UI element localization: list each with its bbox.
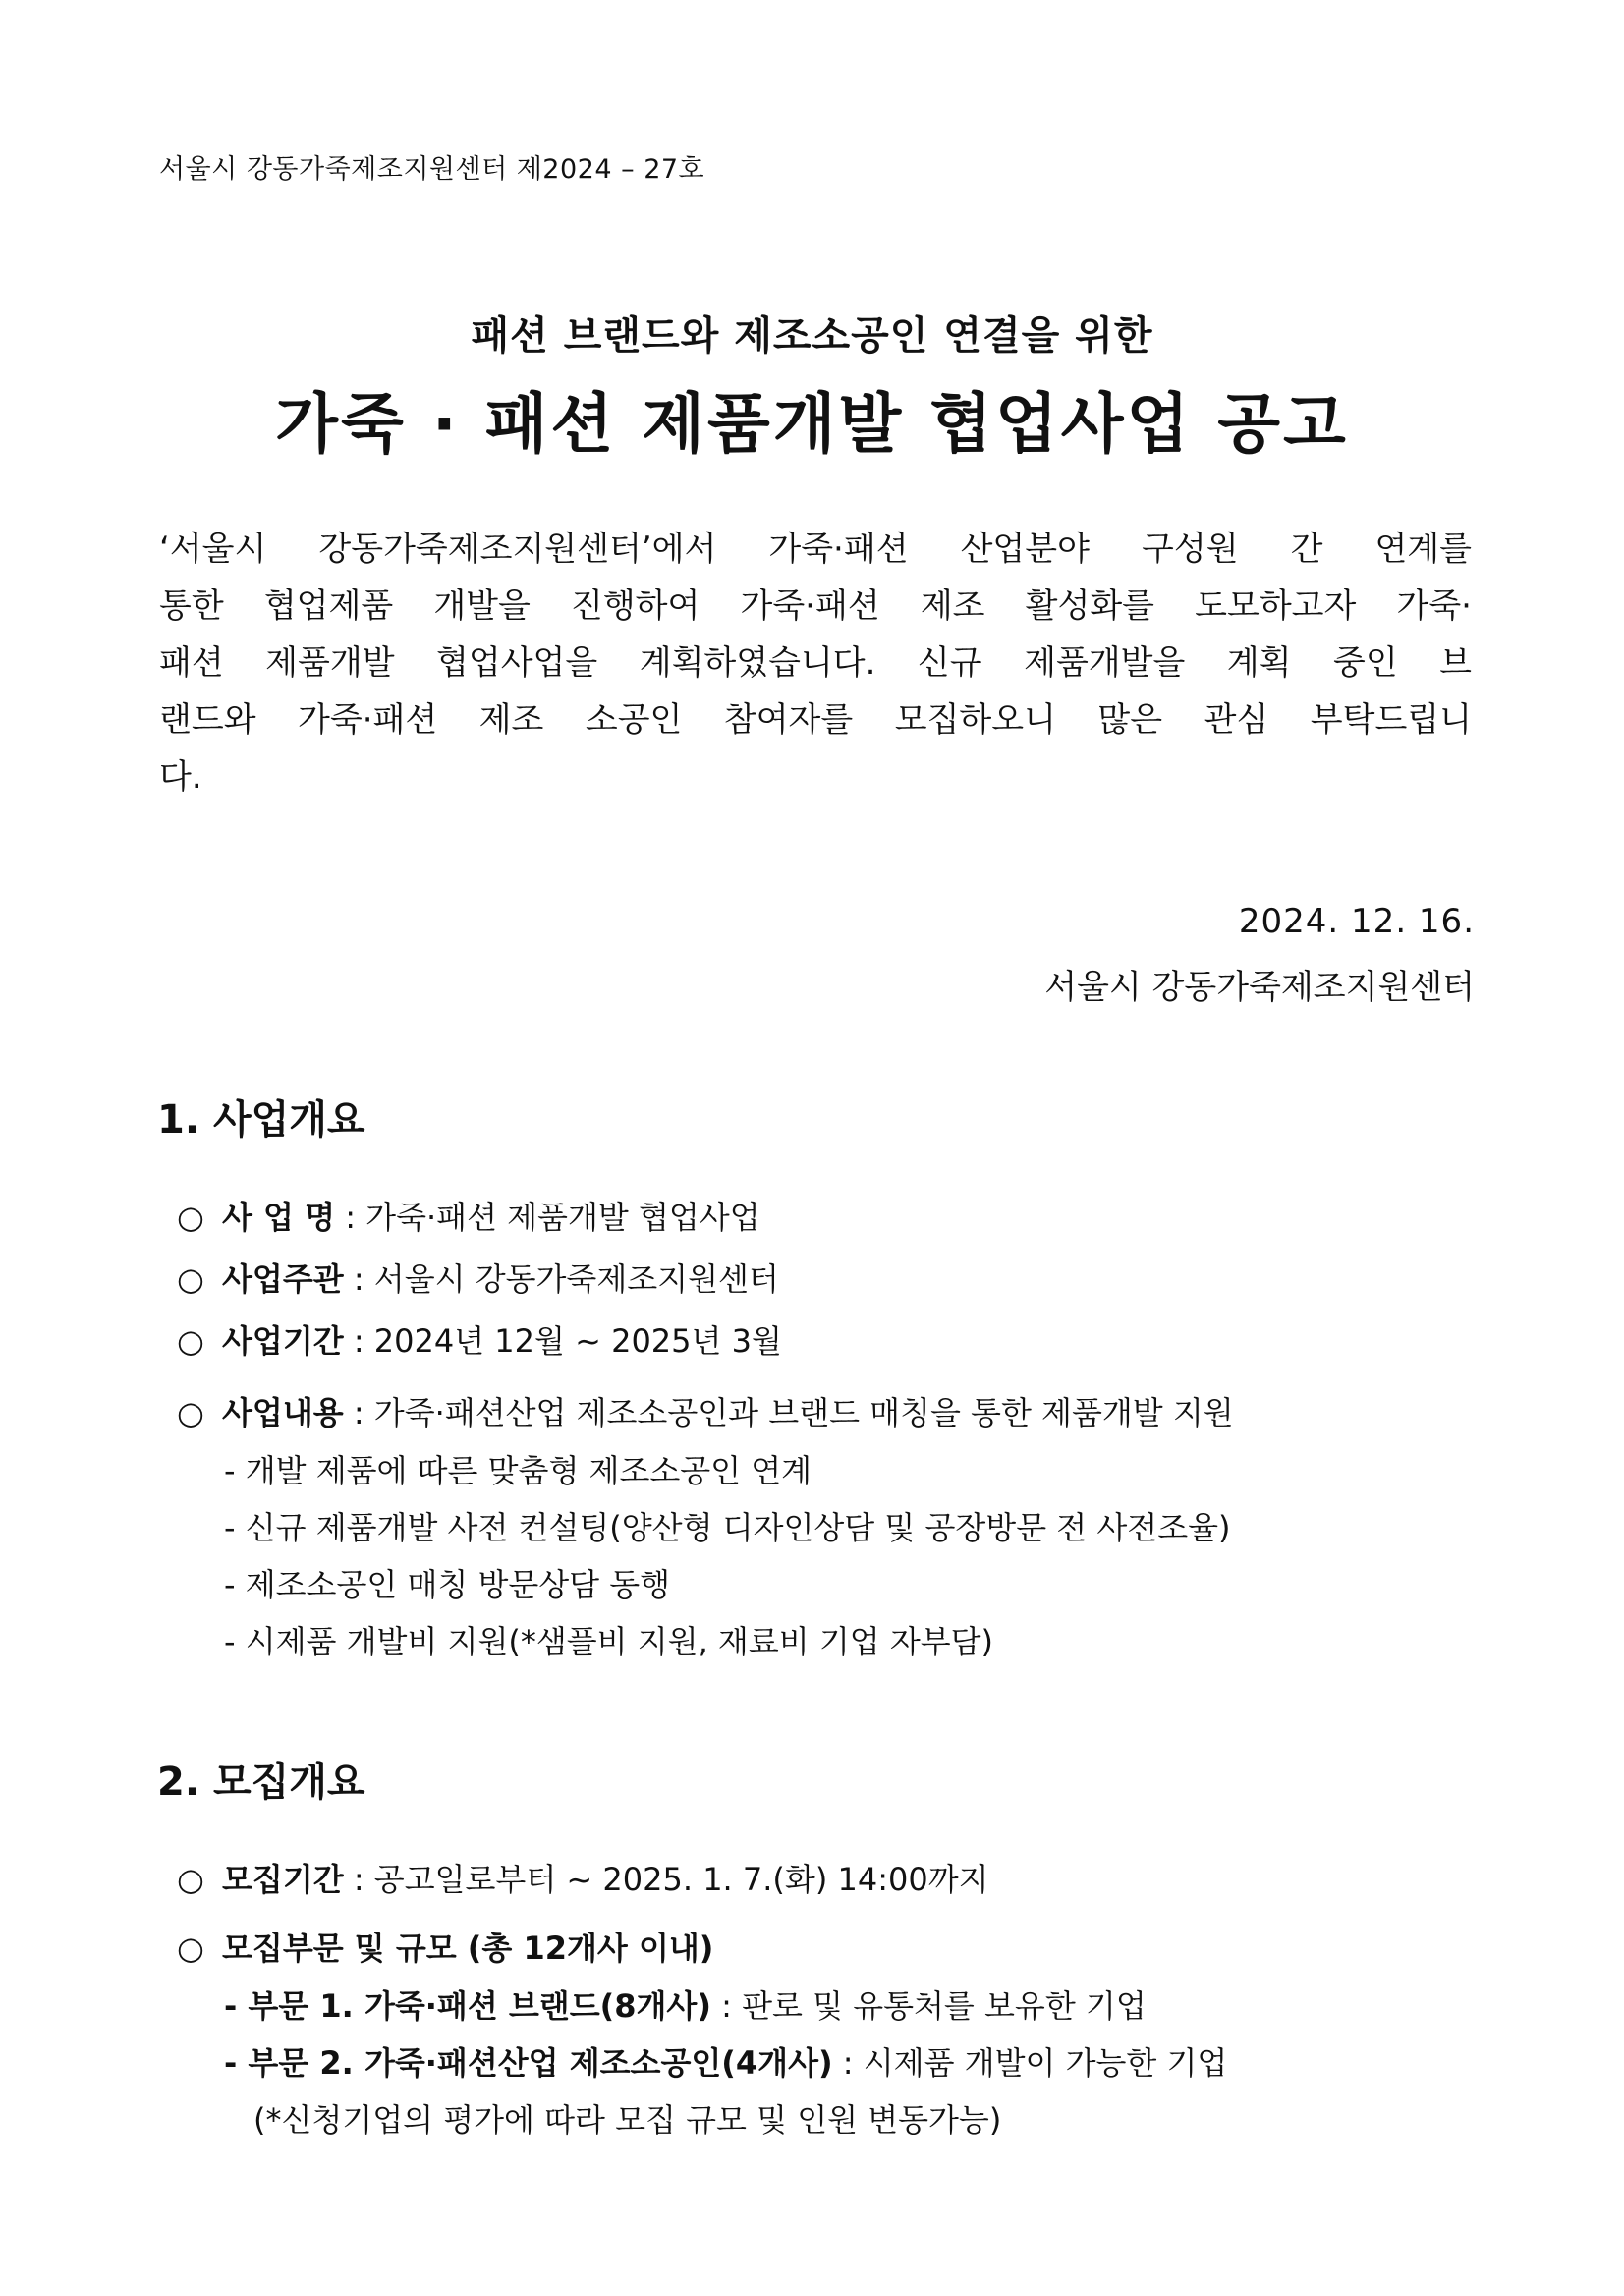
list-item bbox=[177, 1388, 1234, 1433]
issuing-organization: 서울시 강동가죽제조지원센터 bbox=[1044, 968, 1475, 1007]
item-label: 사업주관 bbox=[222, 1260, 344, 1298]
category-label: - 부문 1. 가죽·패션 브랜드(8개사) bbox=[224, 1988, 711, 2025]
detail-item: - 개발 제품에 따른 맞춤형 제조소공인 연계 bbox=[224, 1452, 812, 1489]
section-heading-overview: 1. 사업개요 bbox=[157, 1097, 365, 1143]
list-item bbox=[177, 1924, 713, 1969]
detail-item bbox=[224, 2039, 1227, 2084]
circle-bullet-icon: ○ bbox=[177, 1199, 204, 1236]
section-heading-recruitment: 2. 모집개요 bbox=[157, 1760, 365, 1805]
list-item bbox=[177, 1316, 782, 1362]
intro-paragraph bbox=[159, 521, 1472, 806]
circle-bullet-icon: ○ bbox=[177, 1930, 204, 1967]
list-item bbox=[177, 1193, 760, 1238]
list-item bbox=[177, 1855, 989, 1900]
recruitment-note: (*신청기업의 평가에 따라 모집 규모 및 인원 변동가능) bbox=[253, 2101, 1002, 2139]
item-label: 사업기간 bbox=[222, 1322, 344, 1360]
document-number: 서울시 강동가죽제조지원센터 제2024 – 27호 bbox=[159, 154, 705, 185]
item-value: : 2024년 12월 ~ 2025년 3월 bbox=[343, 1322, 782, 1360]
detail-item: - 신규 제품개발 사전 컨설팅(양산형 디자인상담 및 공장방문 전 사전조율) bbox=[224, 1509, 1231, 1546]
circle-bullet-icon: ○ bbox=[177, 1260, 204, 1298]
category-description: : 시제품 개발이 가능한 기업 bbox=[832, 2044, 1228, 2082]
intro-line: 패션 제품개발 협업사업을 계획하였습니다. 신규 제품개발을 계획 중인 브 bbox=[159, 644, 1472, 683]
detail-item bbox=[224, 1982, 1147, 2027]
notice-subtitle: 패션 브랜드와 제조소공인 연결을 위한 bbox=[471, 313, 1153, 359]
item-value: : 공고일로부터 ~ 2025. 1. 7.(화) 14:00까지 bbox=[343, 1861, 989, 1898]
category-description: : 판로 및 유통처를 보유한 기업 bbox=[710, 1988, 1147, 2025]
detail-item: - 시제품 개발비 지원(*샘플비 지원, 재료비 기업 자부담) bbox=[224, 1623, 994, 1660]
intro-line: 통한 협업제품 개발을 진행하여 가죽·패션 제조 활성화를 도모하고자 가죽· bbox=[159, 587, 1472, 626]
intro-line: ‘서울시 강동가죽제조지원센터’에서 가죽·패션 산업분야 구성원 간 연계를 bbox=[159, 530, 1472, 569]
item-value: : 서울시 강동가죽제조지원센터 bbox=[343, 1260, 779, 1298]
notice-title: 가죽 · 패션 제품개발 협업사업 공고 bbox=[275, 386, 1349, 462]
item-value: : 가죽·패션 제품개발 협업사업 bbox=[335, 1199, 760, 1236]
circle-bullet-icon: ○ bbox=[177, 1394, 204, 1431]
notice-date: 2024. 12. 16. bbox=[1238, 902, 1475, 941]
category-label: - 부문 2. 가죽·패션산업 제조소공인(4개사) bbox=[224, 2044, 833, 2082]
item-label: 사 업 명 bbox=[222, 1199, 336, 1236]
item-label: 모집기간 bbox=[222, 1861, 344, 1898]
list-item bbox=[177, 1255, 779, 1300]
circle-bullet-icon: ○ bbox=[177, 1322, 204, 1360]
item-label: 사업내용 bbox=[222, 1394, 344, 1431]
item-label: 모집부문 및 규모 (총 12개사 이내) bbox=[222, 1930, 714, 1967]
intro-line: 랜드와 가죽·패션 제조 소공인 참여자를 모집하오니 많은 관심 부탁드립니 bbox=[159, 700, 1472, 740]
detail-item: - 제조소공인 매칭 방문상담 동행 bbox=[224, 1566, 671, 1603]
circle-bullet-icon: ○ bbox=[177, 1861, 204, 1898]
intro-line: 다. bbox=[159, 757, 202, 797]
item-value: : 가죽·패션산업 제조소공인과 브랜드 매칭을 통한 제품개발 지원 bbox=[343, 1394, 1234, 1431]
